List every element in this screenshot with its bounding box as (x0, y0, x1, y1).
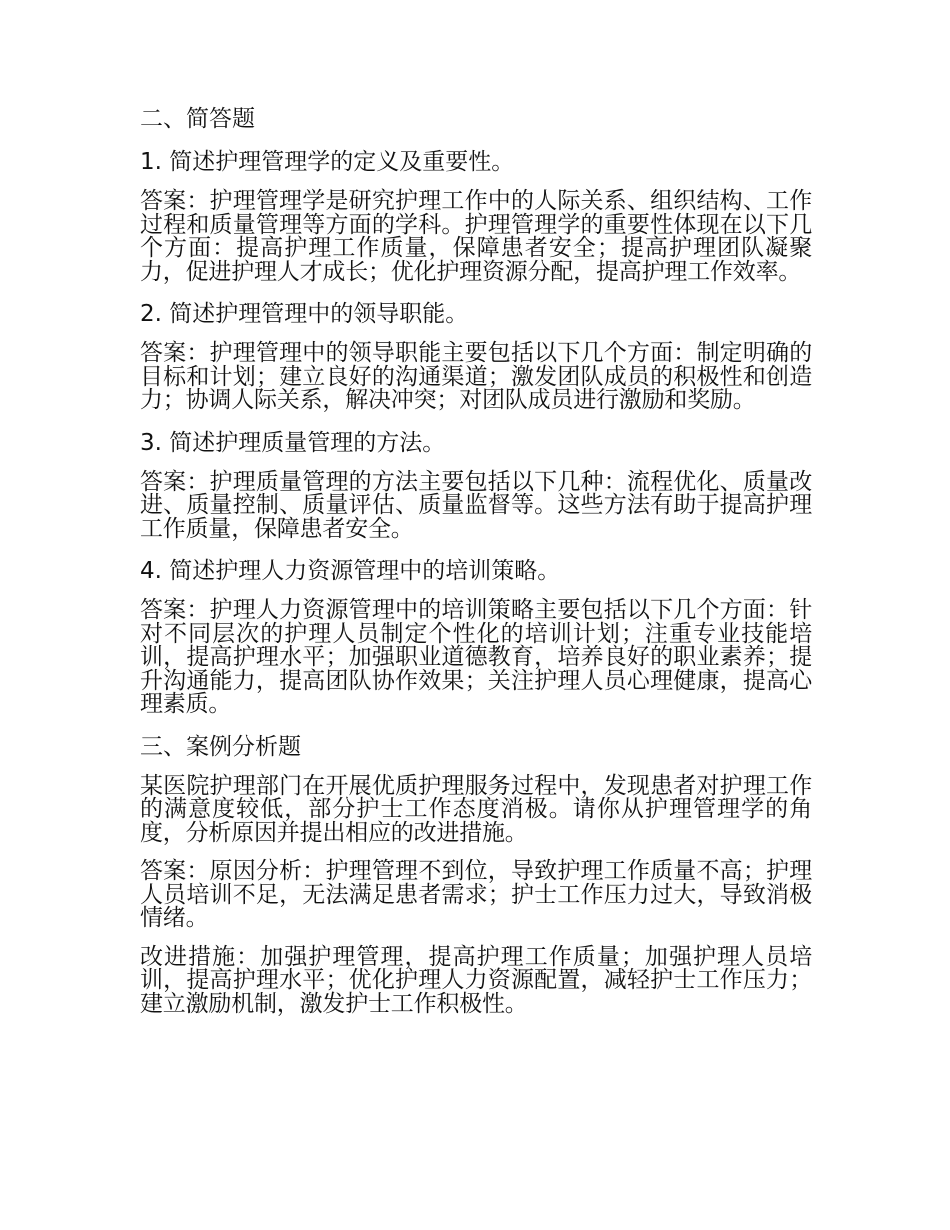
question-3: 3. 简述护理质量管理的方法。 (140, 429, 446, 456)
answer-4: 答案：护理人力资源管理中的培训策略主要包括以下几个方面：针对不同层次的护理人员制定个性化的培训计划；注重专业技能培训，提高护理水平；加强职业道德教育，培养良好的职业素养；提升沟通能力，提高团队协作效果；关注护理人员心理健康，提高心理素质。 (140, 597, 812, 717)
case-description: 某医院护理部门在开展优质护理服务过程中，发现患者对护理工作的满意度较低，部分护士工作态度消极。请你从护理管理学的角度，分析原因并提出相应的改进措施。 (140, 772, 812, 846)
question-2: 2. 简述护理管理中的领导职能。 (140, 301, 469, 327)
document-page (140, 104, 812, 1031)
section-heading-case-analysis: 三、案例分析题 (140, 733, 301, 760)
case-analysis-answer: 答案：原因分析：护理管理不到位，导致护理工作质量不高；护理人员培训不足，无法满足患者需求；护士工作压力过大，导致消极情绪。 (140, 858, 812, 931)
question-4: 4. 简述护理人力资源管理中的培训策略。 (140, 558, 561, 584)
answer-1: 答案：护理管理学是研究护理工作中的人际关系、组织结构、工作过程和质量管理等方面的学科。护理管理学的重要性体现在以下几个方面：提高护理工作质量，保障患者安全；提高护理团队凝聚力，促进护理人才成长；优化护理资源分配，提高护理工作效率。 (140, 188, 812, 285)
answer-3: 答案：护理质量管理的方法主要包括以下几种：流程优化、质量改进、质量控制、质量评估、质量监督等。这些方法有助于提高护理工作质量，保障患者安全。 (140, 468, 812, 542)
answer-2: 答案：护理管理中的领导职能主要包括以下几个方面：制定明确的目标和计划；建立良好的沟通渠道；激发团队成员的积极性和创造力；协调人际关系，解决冲突；对团队成员进行激励和奖励。 (140, 340, 812, 413)
section-heading-short-answer: 二、简答题 (140, 106, 255, 132)
case-improvement-measures: 改进措施：加强护理管理，提高护理工作质量；加强护理人员培训，提高护理水平；优化护理人力资源配置，减轻护士工作压力；建立激励机制，激发护士工作积极性。 (140, 943, 812, 1017)
question-1: 1. 简述护理管理学的定义及重要性。 (140, 149, 515, 175)
